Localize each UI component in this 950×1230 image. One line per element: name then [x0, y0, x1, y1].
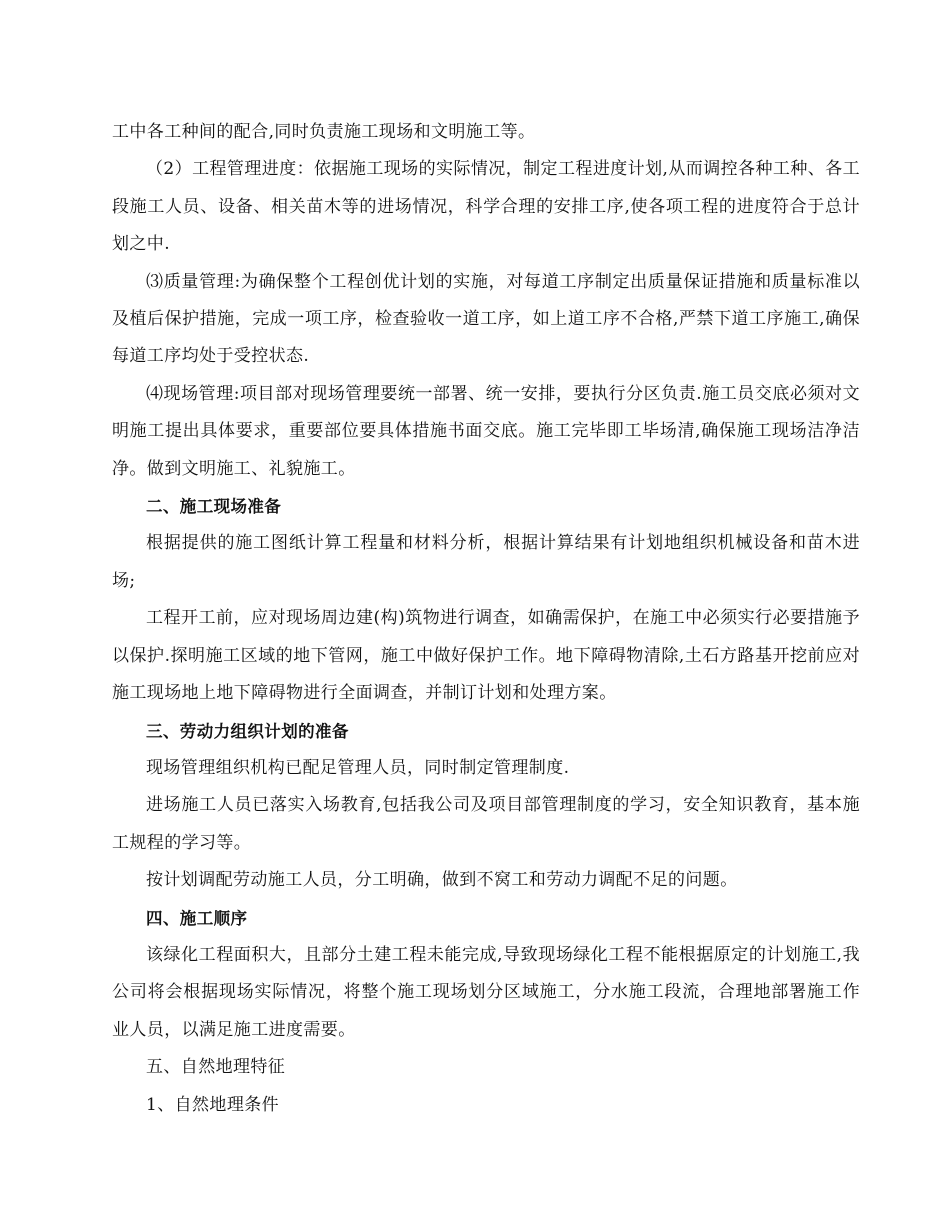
- document-body: [112, 114, 860, 1124]
- section-natural-geography: 五、自然地理特征: [146, 1057, 286, 1078]
- paragraph-quantity-calculation: 根据提供的施工图纸计算工程量和材料分析，根据计算结果有计划地组织机械设备和苗木进场;: [112, 533, 860, 591]
- paragraph-management-staff: 现场管理组织机构已配足管理人员，同时制定管理制度.: [146, 757, 570, 778]
- heading-labor-plan: 三、劳动力组织计划的准备: [146, 721, 349, 741]
- paragraph-worker-training: 进场施工人员已落实入场教育,包括我公司及项目部管理制度的学习，安全知识教育，基本施工规程的学习等。: [112, 795, 860, 853]
- paragraph-pre-construction-survey: 工程开工前，应对现场周边建(构)筑物进行调查，如确需保护，在施工中必须实行必要措施予以保护.探明施工区域的地下管网，施工中做好保护工作。地下障碍物清除,土石方路基开挖前应对施工现场地上地下障碍物进行全面调查，并制订计划和处理方案。: [112, 608, 860, 704]
- paragraph-labor-allocation: 按计划调配劳动施工人员，分工明确，做到不窝工和劳动力调配不足的问题。: [146, 870, 738, 891]
- paragraph-site-management: ⑷现场管理:项目部对现场管理要统一部署、统一安排，要执行分区负责.施工员交底必须对文明施工提出具体要求，重要部位要具体措施书面交底。施工完毕即工毕场清,确保施工现场洁净洁净。做到文明施工、礼貌施工。: [112, 383, 860, 479]
- paragraph-coordination: 工中各工种间的配合,同时负责施工现场和文明施工等。: [112, 122, 536, 142]
- heading-construction-sequence: 四、施工顺序: [146, 908, 248, 928]
- paragraph-construction-zones: 该绿化工程面积大，且部分土建工程未能完成,导致现场绿化工程不能根据原定的计划施工,我公司将会根据现场实际情况，将整个施工现场划分区域施工，分水施工段流，合理地部署施工作业人员，以满足施工进度需要。: [112, 944, 860, 1040]
- paragraph-progress-management: （2）工程管理进度：依据施工现场的实际情况，制定工程进度计划,从而调控各种工种、各工段施工人员、设备、相关苗木等的进场情况，科学合理的安排工序,使各项工程的进度符合于总计划之中.: [112, 159, 860, 255]
- paragraph-quality-management: ⑶质量管理:为确保整个工程创优计划的实施，对每道工序制定出质量保证措施和质量标准以及植后保护措施，完成一项工序，检查验收一道工序，如上道工序不合格,严禁下道工序施工,确保每道工序均处于受控状态.: [112, 271, 860, 367]
- heading-site-preparation: 二、施工现场准备: [146, 497, 282, 517]
- subsection-natural-conditions: 1、自然地理条件: [146, 1094, 280, 1115]
